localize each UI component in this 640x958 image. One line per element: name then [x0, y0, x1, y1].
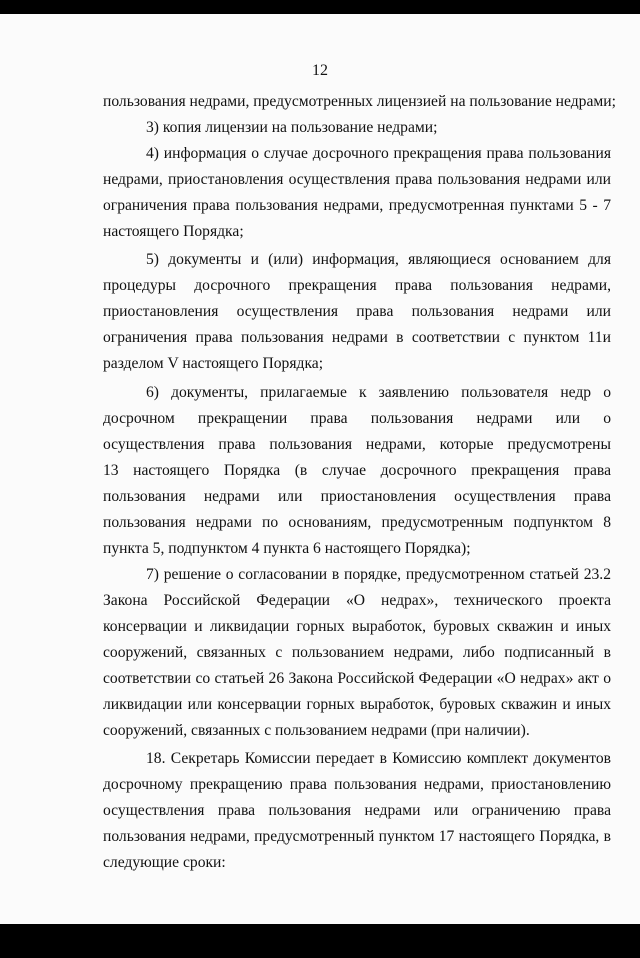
text-line: ограничения права пользования недрами в соответствии с пунктом 11и	[103, 329, 611, 346]
text-line: Закона Российской Федерации «О недрах», технического проекта	[103, 592, 611, 609]
text-line: досрочном прекращении права пользования недрами или о	[103, 410, 611, 427]
text-line: настоящего Порядка;	[103, 223, 244, 240]
text-line: ликвидации или консервации горных выработок, буровых скважин и иных	[103, 696, 611, 713]
text-line: пользования недрами, предусмотренных лицензией на пользование недрами;	[103, 93, 616, 110]
text-line: пользования недрами или приостановления осуществления права	[103, 488, 611, 505]
text-line: 5) документы и (или) информация, являющиеся основанием для	[146, 251, 611, 268]
text-line: сооружений, связанных с пользованием недрами, либо подписанный в	[103, 644, 611, 661]
text-line: пользования недрами, предусмотренный пунктом 17 настоящего Порядка, в	[103, 828, 611, 845]
text-line: пункта 5, подпунктом 4 пункта 6 настоящего Порядка);	[103, 540, 471, 557]
text-line: пользования недрами по основаниям, предусмотренным подпунктом 8	[103, 514, 611, 531]
text-line: 18. Секретарь Комиссии передает в Комиссию комплект документов	[146, 750, 611, 767]
text-line: недрами, приостановления осуществления права пользования недрами или	[103, 171, 611, 188]
document-page	[0, 14, 640, 924]
text-line: ограничения права пользования недрами, предусмотренная пунктами 5 - 7	[103, 197, 611, 214]
text-line: консервации и ликвидации горных выработок, буровых скважин и иных	[103, 618, 611, 635]
text-line: 7) решение о согласовании в порядке, предусмотренном статьей 23.2	[146, 566, 611, 583]
text-line: сооружений, связанных с пользованием недрами (при наличии).	[103, 722, 530, 739]
text-line: осуществления права пользования недрами, которые предусмотрены	[103, 436, 611, 453]
text-line: досрочному прекращению права пользования недрами, приостановлению	[103, 776, 611, 793]
text-line: приостановления осуществления права пользования недрами или	[103, 303, 611, 320]
text-line: процедуры досрочного прекращения права пользования недрами,	[103, 277, 611, 294]
page-number: 12	[312, 62, 328, 79]
text-line: 3) копия лицензии на пользование недрами;	[146, 119, 438, 136]
text-line: следующие сроки:	[103, 854, 226, 871]
text-line: осуществления права пользования недрами или ограничению права	[103, 802, 611, 819]
text-line: 13 настоящего Порядка (в случае досрочного прекращения права	[103, 462, 611, 479]
text-line: разделом V настоящего Порядка;	[103, 355, 324, 372]
text-line: 6) документы, прилагаемые к заявлению пользователя недр о	[146, 384, 611, 401]
text-line: соответствии со статьей 26 Закона Российской Федерации «О недрах» акт о	[103, 670, 611, 687]
text-line: 4) информация о случае досрочного прекращения права пользования	[146, 145, 611, 162]
